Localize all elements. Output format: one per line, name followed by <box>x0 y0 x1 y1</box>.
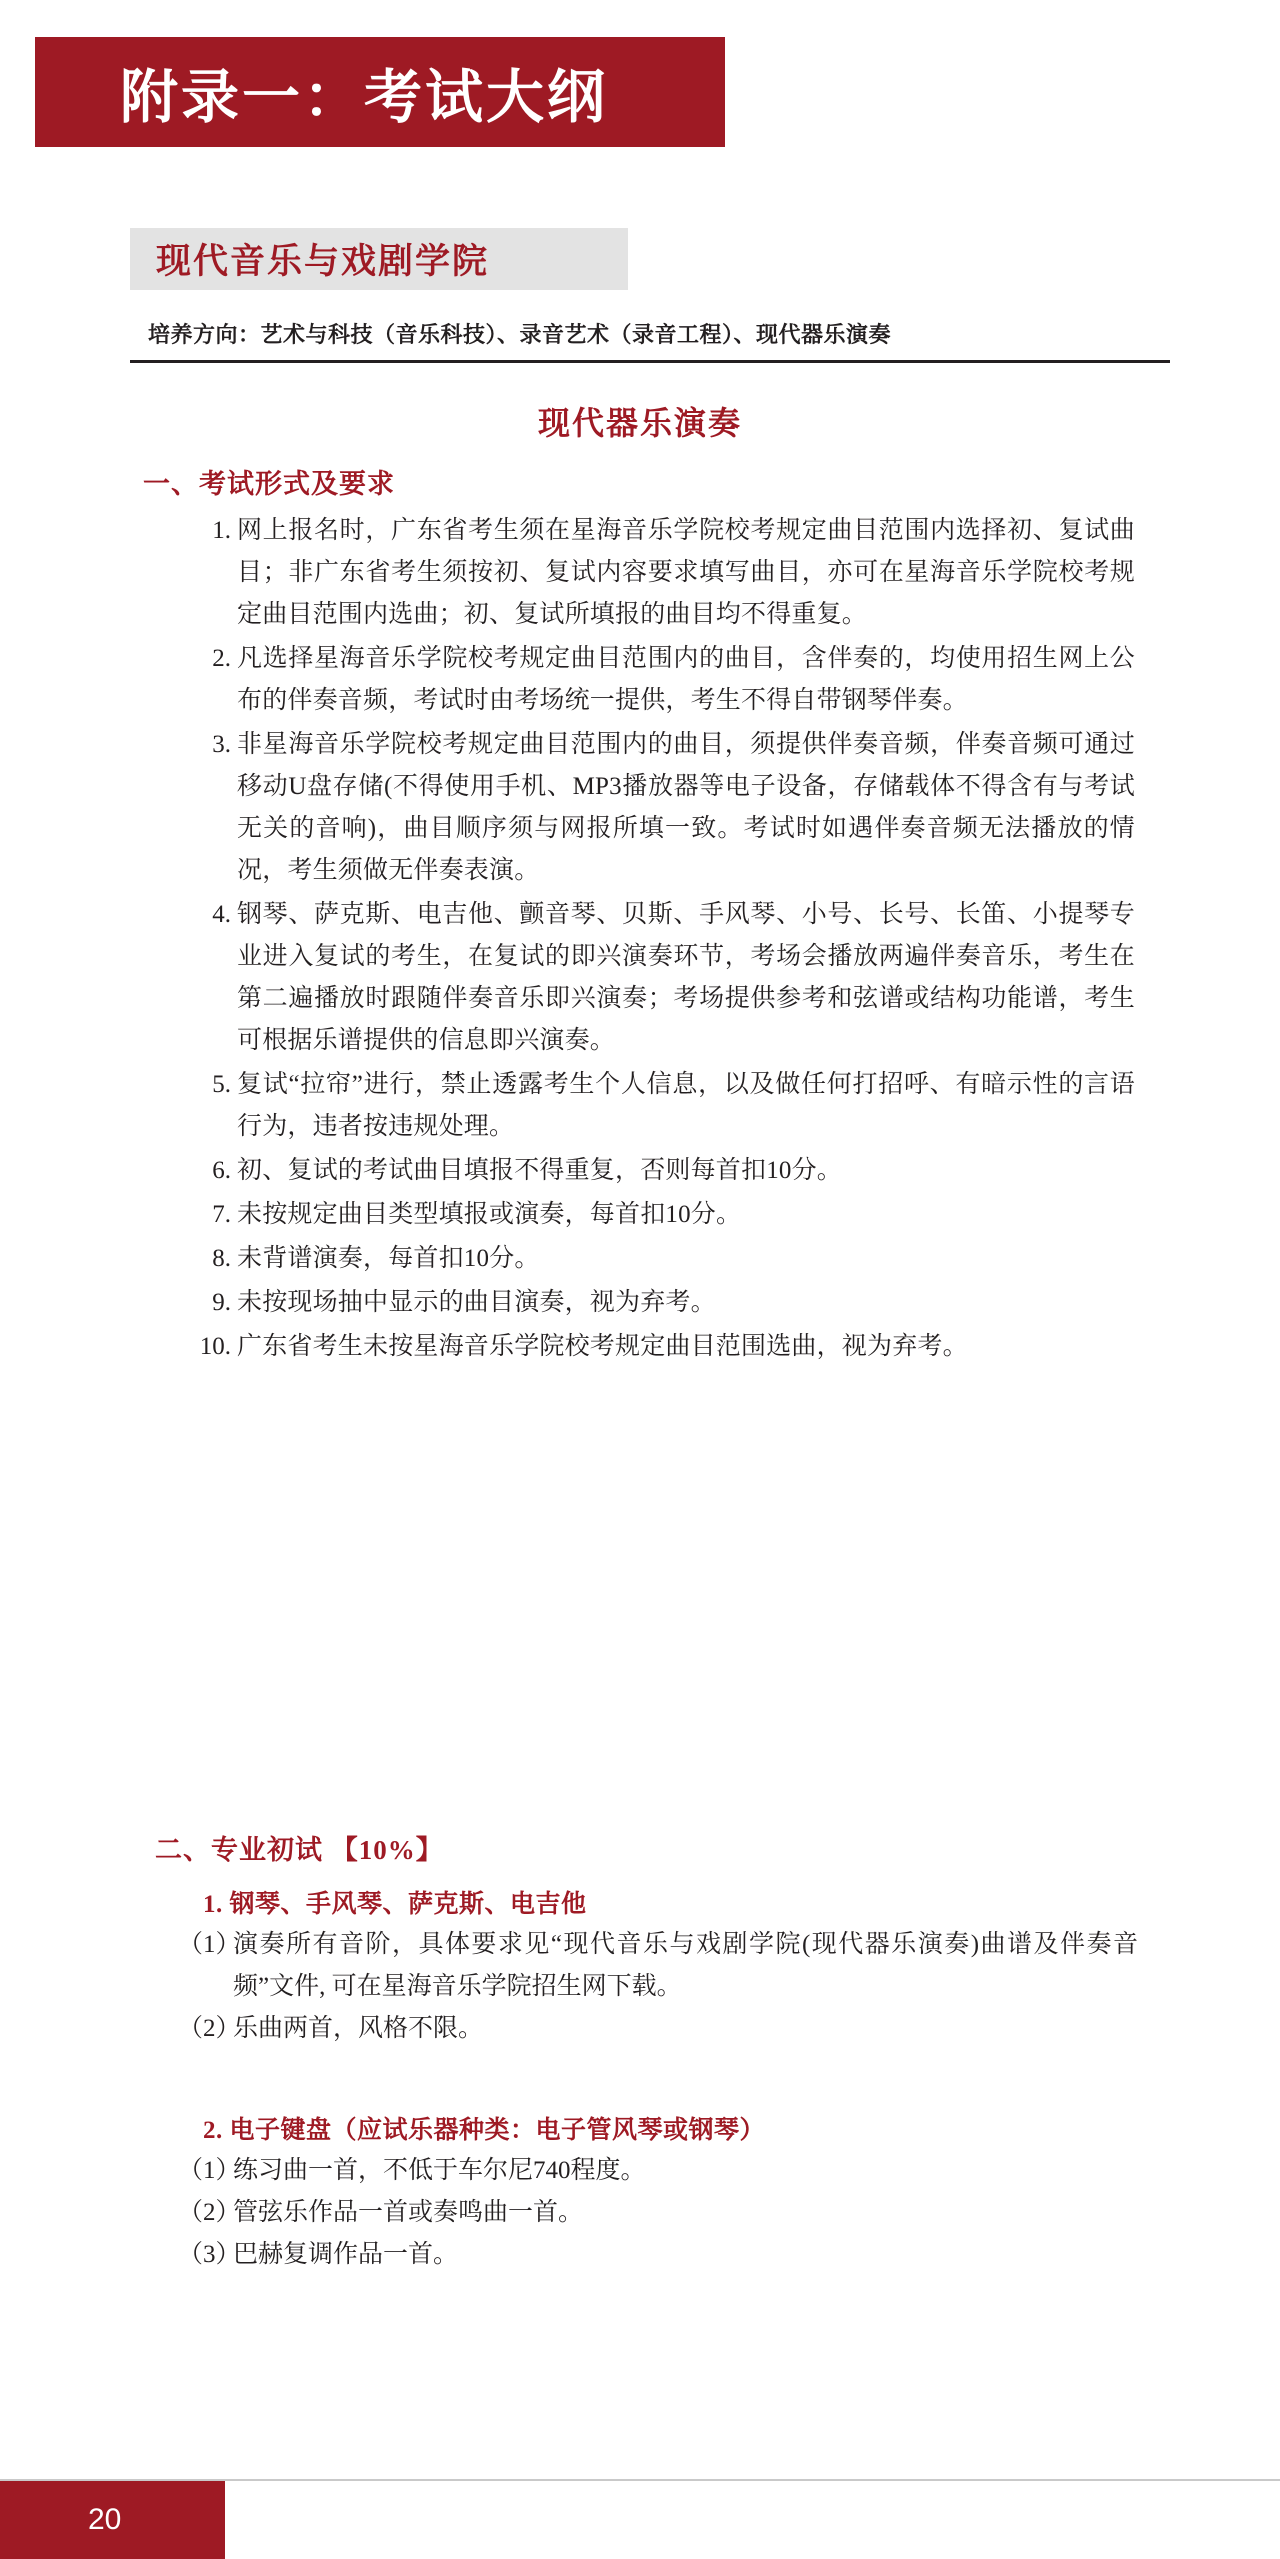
subsection-item <box>178 1924 1138 2008</box>
list-item-number: 2. <box>212 645 231 672</box>
appendix-title: 附录一：考试大纲 <box>120 65 609 130</box>
page-number: 20 <box>88 2503 122 2536</box>
subsection-item-text: 巴赫复调作品一首。 <box>233 2241 459 2268</box>
list-item <box>185 510 1135 636</box>
subsection-item-text: 演奏所有音阶，具体要求见“现代音乐与戏剧学院(现代器乐演奏)曲谱及伴奏音频”文件, 可在星海音乐学院招生网下载。 <box>233 1931 1138 2000</box>
list-item-number: 5. <box>212 1071 231 1098</box>
faculty-name: 现代音乐与戏剧学院 <box>156 242 490 281</box>
subsection-item <box>178 2008 1138 2050</box>
subsection-item-marker: （3） <box>178 2241 241 2268</box>
list-item-text: 初、复试的考试曲目填报不得重复，否则每首扣10分。 <box>237 1157 843 1184</box>
section-heading-one: 一、考试形式及要求 <box>143 469 395 499</box>
list-item-text: 广东省考生未按星海音乐学院校考规定曲目范围选曲，视为弃考。 <box>237 1333 968 1360</box>
subsection-item-marker: （2） <box>178 2199 241 2226</box>
faculty-box <box>130 228 628 290</box>
list-item-number: 10. <box>199 1333 231 1360</box>
subsection-item-marker: （2） <box>178 2015 241 2042</box>
list-item-text: 网上报名时，广东省考生须在星海音乐学院校考规定曲目范围内选择初、复试曲目；非广东省考生须按初、复试内容要求填写曲目，亦可在星海音乐学院校考规定曲目范围内选曲；初、复试所填报的曲目均不得重复。 <box>237 517 1135 628</box>
subsection-title: 1. 钢琴、手风琴、萨克斯、电吉他 <box>203 1891 587 1918</box>
list-item <box>185 1064 1135 1148</box>
subsection-group-2 <box>178 2110 1138 2276</box>
list-item-number: 1. <box>212 517 231 544</box>
list-item <box>185 1150 1135 1192</box>
list-item <box>185 894 1135 1062</box>
list-item-number: 7. <box>212 1201 231 1228</box>
requirements-list <box>185 510 1135 1370</box>
subsection-item-text: 管弦乐作品一首或奏鸣曲一首。 <box>233 2199 584 2226</box>
training-directions: 培养方向：艺术与科技（音乐科技）、录音艺术（录音工程）、现代器乐演奏 <box>148 322 892 347</box>
list-item-number: 9. <box>212 1289 231 1316</box>
header-divider <box>130 360 1170 363</box>
subsection-item <box>178 2150 1138 2192</box>
list-item-text: 复试“拉帘”进行，禁止透露考生个人信息，以及做任何打招呼、有暗示性的言语行为，违者按违规处理。 <box>237 1071 1135 1140</box>
page-title: 现代器乐演奏 <box>537 405 742 441</box>
list-item <box>185 638 1135 722</box>
list-item-text: 未背谱演奏，每首扣10分。 <box>237 1245 540 1272</box>
subsection-title: 2. 电子键盘（应试乐器种类：电子管风琴或钢琴） <box>203 2117 766 2144</box>
list-item-number: 8. <box>212 1245 231 1272</box>
footer-bar <box>0 2481 225 2559</box>
list-item <box>185 1282 1135 1324</box>
list-item <box>185 724 1135 892</box>
subsection-item <box>178 2192 1138 2234</box>
list-item-text: 钢琴、萨克斯、电吉他、颤音琴、贝斯、手风琴、小号、长号、长笛、小提琴专业进入复试的考生，在复试的即兴演奏环节，考场会播放两遍伴奏音乐，考生在第二遍播放时跟随伴奏音乐即兴演奏；考场提供参考和弦谱或结构功能谱，考生可根据乐谱提供的信息即兴演奏。 <box>237 901 1135 1054</box>
list-item <box>185 1326 1135 1368</box>
subsection-item-marker: （1） <box>178 2157 241 2184</box>
subsection-item <box>178 2234 1138 2276</box>
list-item-text: 未按现场抽中显示的曲目演奏，视为弃考。 <box>237 1289 716 1316</box>
list-item-number: 3. <box>212 731 231 758</box>
list-item-text: 凡选择星海音乐学院校考规定曲目范围内的曲目，含伴奏的，均使用招生网上公布的伴奏音频，考试时由考场统一提供，考生不得自带钢琴伴奏。 <box>237 645 1135 714</box>
subsection-item-text: 乐曲两首，风格不限。 <box>233 2015 484 2042</box>
subsection-item-marker: （1） <box>178 1931 241 1958</box>
list-item-number: 6. <box>212 1157 231 1184</box>
appendix-banner <box>35 37 725 147</box>
list-item-text: 非星海音乐学院校考规定曲目范围内的曲目，须提供伴奏音频，伴奏音频可通过移动U盘存储(不得使用手机、MP3播放器等电子设备，存储载体不得含有与考试无关的音响)，曲目顺序须与网报所填一致。考试时如遇伴奏音频无法播放的情况，考生须做无伴奏表演。 <box>237 731 1135 884</box>
subsection-group-1 <box>178 1884 1138 2050</box>
section-heading-two: 二、专业初试 【10%】 <box>155 1835 444 1865</box>
list-item-text: 未按规定曲目类型填报或演奏，每首扣10分。 <box>237 1201 742 1228</box>
list-item <box>185 1194 1135 1236</box>
list-item-number: 4. <box>212 901 231 928</box>
list-item <box>185 1238 1135 1280</box>
subsection-item-text: 练习曲一首，不低于车尔尼740程度。 <box>233 2157 646 2184</box>
